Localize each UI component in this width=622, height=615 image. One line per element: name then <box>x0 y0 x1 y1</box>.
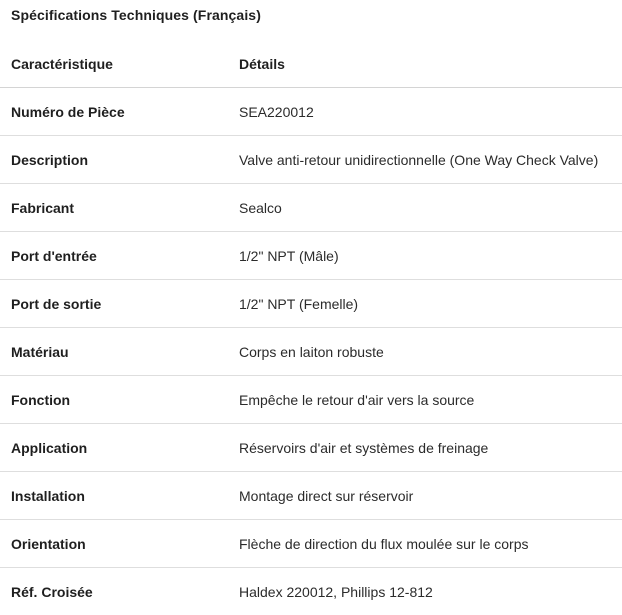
row-value: Sealco <box>228 184 622 232</box>
row-key: Description <box>0 136 228 184</box>
row-value: 1/2" NPT (Mâle) <box>228 232 622 280</box>
table-row <box>0 472 622 520</box>
table-row <box>0 520 622 568</box>
table-header-row <box>0 40 622 88</box>
row-value: Corps en laiton robuste <box>228 328 622 376</box>
row-key: Fabricant <box>0 184 228 232</box>
row-key: Port de sortie <box>0 280 228 328</box>
table-row <box>0 136 622 184</box>
page-title: Spécifications Techniques (Français) <box>11 7 261 23</box>
row-value: Empêche le retour d'air vers la source <box>228 376 622 424</box>
row-key: Application <box>0 424 228 472</box>
row-value: Haldex 220012, Phillips 12-812 <box>228 568 622 615</box>
row-value: Valve anti-retour unidirectionnelle (One Way Check Valve) <box>228 136 622 184</box>
row-key: Numéro de Pièce <box>0 88 228 136</box>
row-value: 1/2" NPT (Femelle) <box>228 280 622 328</box>
row-value: SEA220012 <box>228 88 622 136</box>
row-key: Réf. Croisée <box>0 568 228 615</box>
table-row <box>0 232 622 280</box>
row-key: Matériau <box>0 328 228 376</box>
table-row <box>0 328 622 376</box>
row-key: Orientation <box>0 520 228 568</box>
row-value: Montage direct sur réservoir <box>228 472 622 520</box>
table-row <box>0 424 622 472</box>
table-row <box>0 280 622 328</box>
table-row <box>0 88 622 136</box>
row-key: Installation <box>0 472 228 520</box>
row-key: Port d'entrée <box>0 232 228 280</box>
table-row <box>0 568 622 615</box>
row-value: Réservoirs d'air et systèmes de freinage <box>228 424 622 472</box>
row-value: Flèche de direction du flux moulée sur le corps <box>228 520 622 568</box>
row-key: Fonction <box>0 376 228 424</box>
table-row <box>0 184 622 232</box>
specifications-table <box>0 40 622 615</box>
column-header-details: Détails <box>228 40 622 88</box>
table-row <box>0 376 622 424</box>
column-header-characteristic: Caractéristique <box>0 40 228 88</box>
